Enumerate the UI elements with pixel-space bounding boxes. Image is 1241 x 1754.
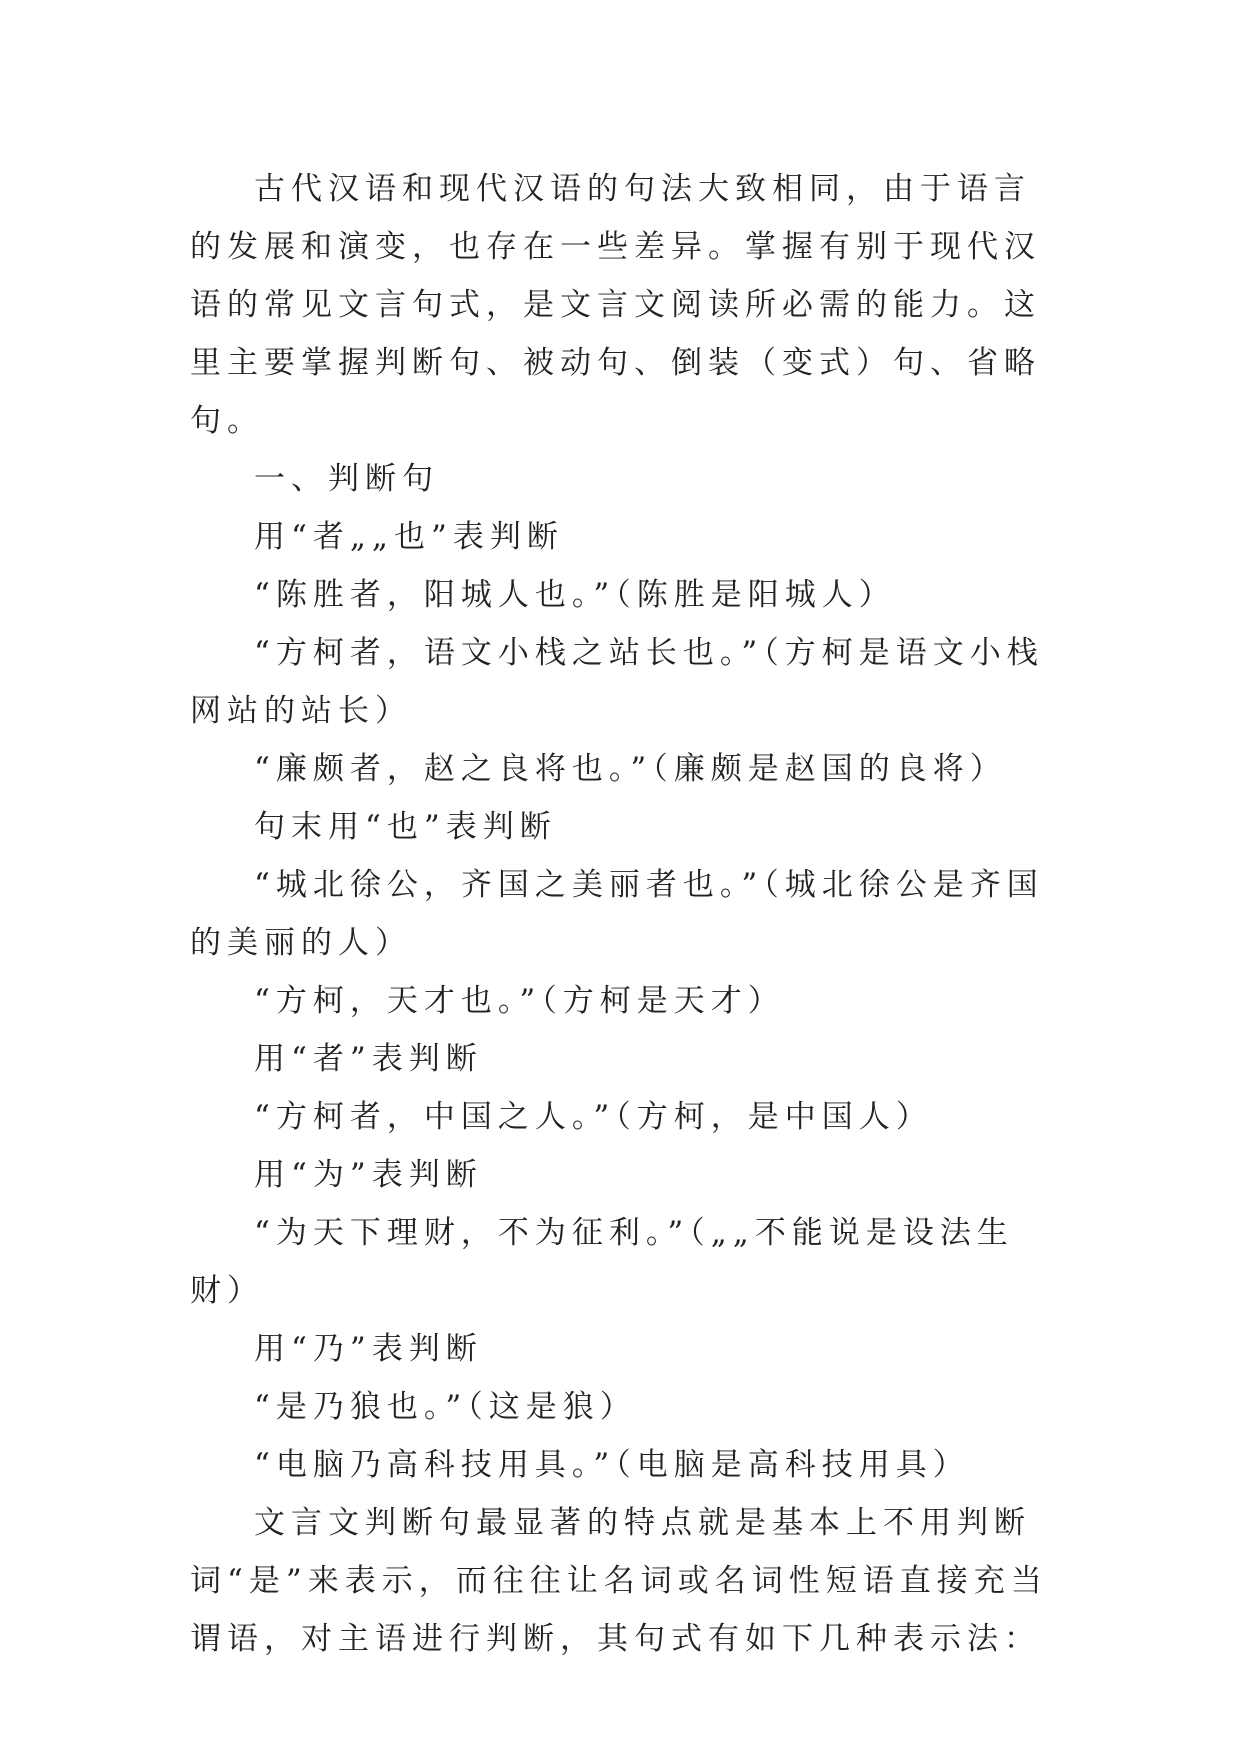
example-paragraph: “廉颇者，赵之良将也。”（廉颇是赵国的良将） <box>254 751 1007 787</box>
section-heading-judgment: 一、判断句 <box>254 461 439 497</box>
document-body <box>190 160 1050 1668</box>
rule-nai: 用“乃”表判断 <box>254 1331 483 1367</box>
rule-zhe-ye: 用“者„„也”表判断 <box>254 519 564 555</box>
rule-wei: 用“为”表判断 <box>254 1157 483 1193</box>
rule-ye-ending: 句末用“也”表判断 <box>254 809 557 845</box>
example-paragraph: “是乃狼也。”（这是狼） <box>254 1389 637 1425</box>
example-paragraph: “方柯者，中国之人。”（方柯，是中国人） <box>254 1099 933 1135</box>
example-paragraph: “陈胜者，阳城人也。”（陈胜是阳城人） <box>254 577 896 613</box>
example-paragraph: “方柯者，语文小栈之站长也。”（方柯是语文小栈网站的站长） <box>190 635 1044 729</box>
rule-zhe: 用“者”表判断 <box>254 1041 483 1077</box>
example-paragraph: “城北徐公，齐国之美丽者也。”（城北徐公是齐国的美丽的人） <box>190 867 1044 961</box>
example-paragraph: “电脑乃高科技用具。”（电脑是高科技用具） <box>254 1447 970 1483</box>
example-paragraph: “方柯，天才也。”（方柯是天才） <box>254 983 785 1019</box>
intro-paragraph: 古代汉语和现代汉语的句法大致相同，由于语言的发展和演变，也存在一些差异。掌握有别于现代汉语的常见文言句式，是文言文阅读所必需的能力。这里主要掌握判断句、被动句、倒装（变式）句、省略句。 <box>190 171 1041 439</box>
example-paragraph: “为天下理财，不为征利。”（„„不能说是设法生财） <box>190 1215 1014 1309</box>
summary-paragraph: 文言文判断句最显著的特点就是基本上不用判断词“是”来表示，而往往让名词或名词性短语直接充当谓语，对主语进行判断，其句式有如下几种表示法： <box>190 1505 1048 1657</box>
